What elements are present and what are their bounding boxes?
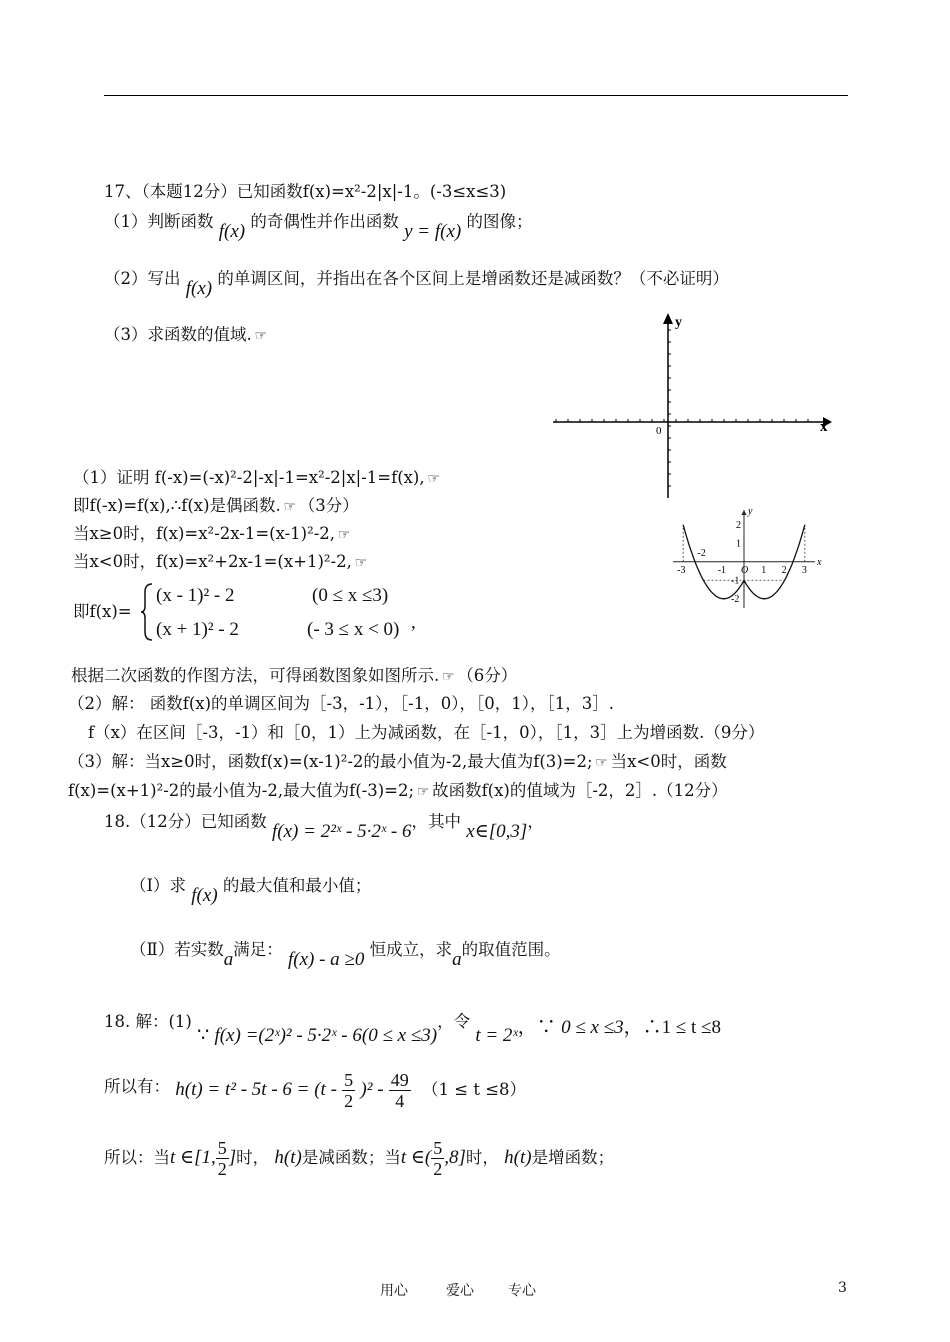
hand-pointer-icon: ☞ bbox=[354, 555, 368, 571]
hand-pointer-icon: ☞ bbox=[254, 328, 268, 344]
graph-x-tick-label: -2 bbox=[697, 547, 706, 559]
graph-y-label: y bbox=[748, 506, 753, 517]
page-number: 3 bbox=[838, 1280, 847, 1296]
origin-label: 0 bbox=[656, 425, 662, 437]
q17-part1: （1）判断函数 f(x) 的奇偶性并作出函数 y = f(x) 的图像； bbox=[104, 212, 533, 242]
piece2-cond: (- 3 ≤ x < 0) bbox=[307, 619, 400, 640]
y-axis-arrow-icon bbox=[663, 313, 673, 324]
q17-part3: （3）求函数的值域. ☞ bbox=[104, 321, 270, 345]
fraction: $\frac{49}{4}$ bbox=[390, 1070, 409, 1111]
fraction: $\frac{5}{2}$ bbox=[433, 1138, 443, 1179]
graph-x-label: x bbox=[817, 556, 822, 568]
header-rule bbox=[104, 95, 848, 96]
piece1-expr: (x - 1)² - 2 bbox=[156, 585, 235, 606]
sol17-line8: （3）解：当x≥0时，函数f(x)=(x-1)²-2的最小值为-2,最大值为f(3)=2; ☞ 当x<0时，函数 bbox=[68, 752, 727, 771]
hand-pointer-icon: ☞ bbox=[427, 471, 440, 487]
graph-x-tick-label: O bbox=[741, 564, 749, 576]
left-brace-icon bbox=[140, 582, 154, 642]
piece-suffix: , bbox=[411, 612, 416, 633]
q18-header: 18.（12分）已知函数 f(x) = 2²ˣ - 5·2ˣ - 6，其中 x∈[0,3]， bbox=[104, 812, 544, 842]
graph-y-tick-label: 2 bbox=[736, 519, 741, 531]
sol18-line1: 18. 解：(1) ∵ f(x) =(2ˣ)² - 5·2ˣ - 6(0 ≤ x ≤3)，令 t = 2ˣ，∵ 0 ≤ x ≤3，∴1 ≤ t ≤8 bbox=[104, 1012, 721, 1046]
piecewise-prefix: 即f(x)= bbox=[73, 602, 132, 621]
footer-motto-1: 用心 bbox=[380, 1283, 408, 1299]
blank-axes bbox=[548, 308, 838, 503]
hand-pointer-icon: ☞ bbox=[337, 527, 351, 543]
graph-y-tick-label: -2 bbox=[731, 593, 740, 605]
x-label: x bbox=[820, 419, 828, 435]
q17-part2: （2）写出 f(x) 的单调区间，并指出在各个区间上是增函数还是减函数？（不必证明） bbox=[104, 269, 729, 299]
graph-x-tick-label: 2 bbox=[781, 564, 787, 576]
graph-x-tick-label: -3 bbox=[677, 564, 686, 576]
piece1-cond: (0 ≤ x ≤3) bbox=[312, 585, 389, 606]
plot-area bbox=[673, 506, 822, 608]
sol17-line9: f(x)=(x+1)²-2的最小值为-2,最大值为f(-3)=2; ☞ 故函数f(x)的值域为［-2，2］.（12分） bbox=[68, 781, 728, 800]
footer-motto-3: 专心 bbox=[508, 1283, 536, 1299]
sol17-line6: （2）解： 函数f(x)的单调区间为［-3，-1），［-1，0），［0，1），［1，3］. bbox=[68, 694, 614, 713]
graph-x-tick-label: 1 bbox=[761, 564, 767, 576]
sol18-line2: 所以有： h(t) = t² - 5t - 6 = (t - $\frac{5}{2}$ )² - $\frac{49}{4}$ （1 ≤ t ≤8） bbox=[104, 1070, 527, 1111]
q18-part2: （Ⅱ）若实数a满足： f(x) - a ≥0 恒成立，求a的取值范围。 bbox=[130, 940, 561, 970]
sol17-line7: f（x）在区间［-3，-1）和［0，1）上为减函数，在［-1，0），［1，3］上为增函数.（9分） bbox=[88, 723, 765, 742]
q17-header: 17、（本题12分）已知函数f(x)=x²-2|x|-1。(-3≤x≤3) bbox=[104, 182, 507, 201]
hand-pointer-icon: ☞ bbox=[441, 669, 455, 685]
piece2-expr: (x + 1)² - 2 bbox=[156, 619, 239, 640]
sol17-line3: 当x≥0时，f(x)=x²-2x-1=(x-1)²-2, ☞ bbox=[73, 520, 353, 544]
graph-y-arrow-icon bbox=[742, 510, 747, 515]
graph-y-tick-label: 1 bbox=[736, 538, 741, 550]
y-label: y bbox=[675, 315, 682, 330]
q18-part1: （Ⅰ）求 f(x) 的最大值和最小值； bbox=[130, 876, 372, 906]
fraction: $\frac{5}{2}$ bbox=[217, 1138, 227, 1179]
sol17-line1: （1）证明 f(-x)=(-x)²-2|-x|-1=x²-2|x|-1=f(x), ☞ bbox=[73, 464, 443, 488]
footer-motto-2: 爱心 bbox=[446, 1283, 474, 1299]
hand-pointer-icon: ☞ bbox=[595, 755, 608, 771]
sol17-line5: 根据二次函数的作图方法，可得函数图象如图所示. ☞ （6分） bbox=[71, 666, 518, 685]
graph-x-tick-label: 3 bbox=[801, 564, 807, 576]
sol18-line3: 所以：当t ∈[1, $\frac{5}{2}$ ]时， h(t)是减函数；当t ∈( $\frac{5}{2}$ ,8]时， h(t)是增函数； bbox=[104, 1138, 615, 1179]
fraction: $\frac{5}{2}$ bbox=[344, 1070, 354, 1111]
graph-x-tick-label: -1 bbox=[717, 564, 727, 576]
sol17-line4: 当x<0时，f(x)=x²+2x-1=(x+1)²-2, ☞ bbox=[73, 548, 370, 572]
sol17-line2: 即f(-x)=f(x),∴f(x)是偶函数. ☞ （3分） bbox=[73, 496, 359, 515]
graph-y-tick-label: -1 bbox=[731, 575, 740, 587]
hand-pointer-icon: ☞ bbox=[283, 499, 297, 515]
function-graph bbox=[665, 500, 825, 615]
hand-pointer-icon: ☞ bbox=[416, 784, 430, 800]
